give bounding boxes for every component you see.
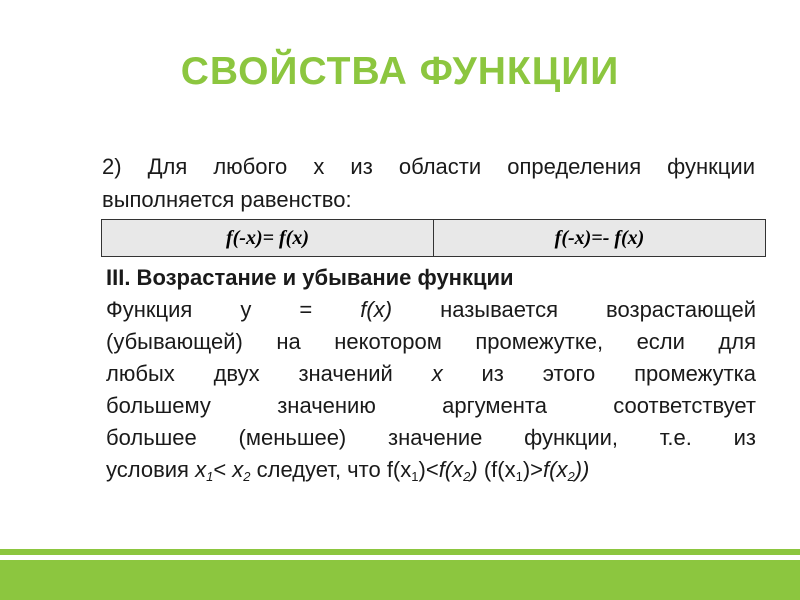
subscript: 1 <box>206 469 214 484</box>
slide-title: СВОЙСТВА ФУНКЦИИ <box>180 50 620 93</box>
footer-stripe-thick <box>0 560 800 600</box>
text-fragment: )< <box>418 457 439 482</box>
table-cell-even: f(-x)= f(x) <box>102 220 434 257</box>
text-fragment: )> <box>522 457 544 482</box>
variable-x1: x <box>195 457 207 482</box>
section-line-2: (убывающей) на некотором промежутке, если для <box>106 329 756 354</box>
section-line-1 <box>106 294 756 326</box>
text-fragment: следует, что f(x <box>250 457 412 482</box>
variable-x: х <box>431 361 443 386</box>
subscript: 2 <box>463 469 471 484</box>
subscript: 2 <box>567 469 575 484</box>
text-fragment: любых двух значений <box>106 361 432 386</box>
property-2-line-1: 2) Для любого x из области определения функции <box>102 154 755 179</box>
variable-x2: x <box>232 457 244 482</box>
text-fragment: ) <box>470 457 478 482</box>
section-line-3 <box>106 358 756 390</box>
section-monotonic <box>106 262 756 486</box>
text-fragment: < <box>213 457 233 482</box>
section-line-6 <box>106 454 756 486</box>
table-row <box>102 220 766 257</box>
section-heading: III. Возрастание и убывание функции <box>106 265 514 290</box>
text-fragment: называется возрастающей <box>392 297 756 322</box>
text-fragment: из этого промежутка <box>442 361 756 386</box>
section-line-4: большему значению аргумента соответствует <box>106 393 756 418</box>
text-fragment: Функция у = <box>106 297 361 322</box>
formula-fx2b: f(x <box>543 457 568 482</box>
text-fragment: условия <box>106 457 196 482</box>
subscript: 2 <box>243 469 251 484</box>
property-2-text <box>102 150 755 216</box>
property-2-line-2: выполняется равенство: <box>102 187 352 212</box>
footer-stripe-thin <box>0 549 800 555</box>
formula-fx: f(x) <box>360 297 393 322</box>
text-fragment: (f(x <box>477 457 516 482</box>
formula-fx2: f(x <box>438 457 464 482</box>
parity-table <box>101 219 766 257</box>
text-fragment: )) <box>574 457 590 482</box>
section-line-5: большее (меньшее) значение функции, т.е. из <box>106 425 756 450</box>
subscript: 1 <box>515 469 523 484</box>
table-cell-odd: f(-x)=- f(x) <box>434 220 766 257</box>
subscript: 1 <box>411 469 419 484</box>
